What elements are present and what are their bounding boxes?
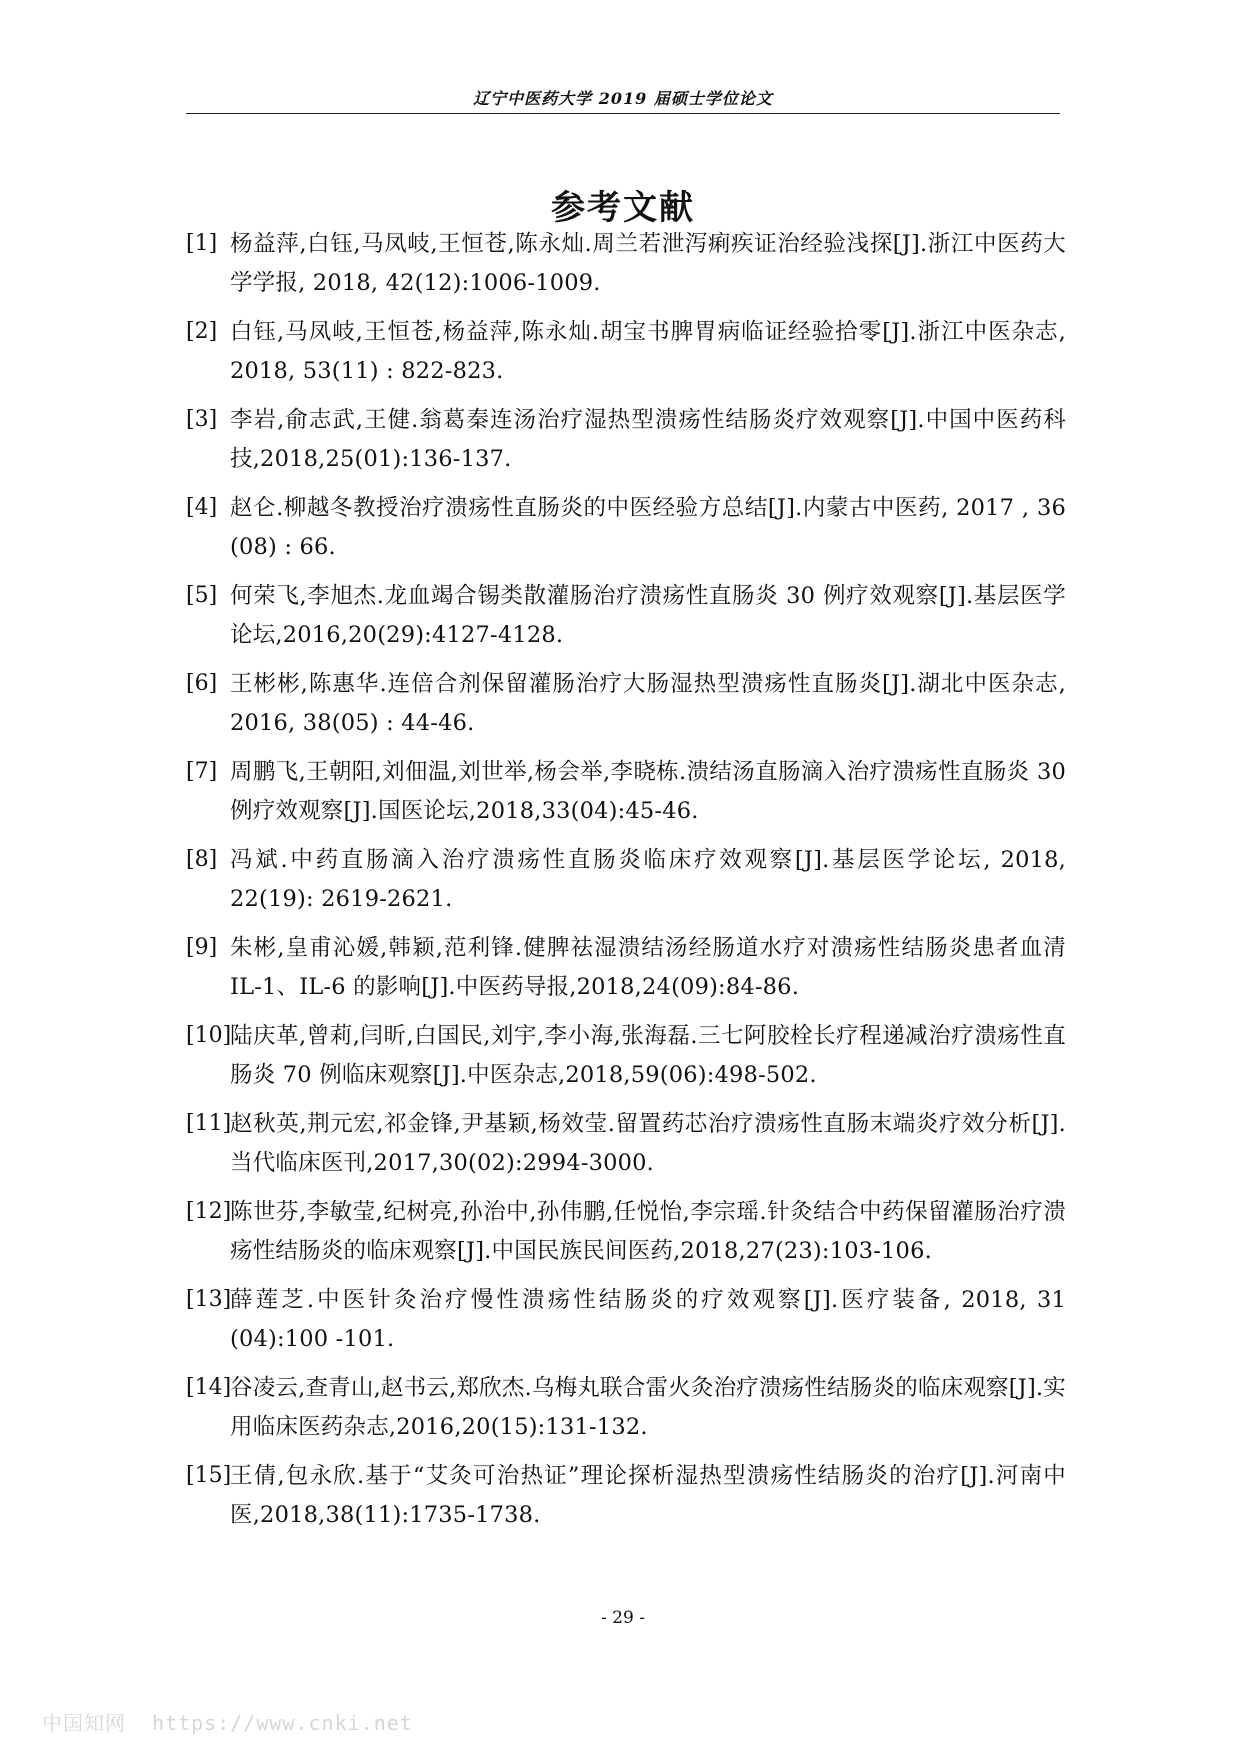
reference-item	[186, 1281, 1066, 1358]
reference-item	[186, 753, 1066, 830]
reference-item	[186, 401, 1066, 478]
reference-item	[186, 225, 1066, 302]
reference-number: [6]	[186, 671, 218, 696]
reference-item	[186, 929, 1066, 1006]
reference-number: [4]	[186, 495, 218, 520]
reference-item	[186, 489, 1066, 566]
reference-number: [11]	[186, 1111, 232, 1136]
reference-text: 周鹏飞,王朝阳,刘佃温,刘世举,杨会举,李晓栋.溃结汤直肠滴入治疗溃疡性直肠炎 30 例疗效观察[J].国医论坛,2018,33(04):45-46.	[230, 759, 1066, 824]
reference-text: 谷凌云,查青山,赵书云,郑欣杰.乌梅丸联合雷火灸治疗溃疡性结肠炎的临床观察[J].实用临床医药杂志,2016,20(15):131-132.	[230, 1375, 1066, 1440]
reference-text: 赵仑.柳越冬教授治疗溃疡性直肠炎的中医经验方总结[J].内蒙古中医药, 2017 , 36 (08) : 66.	[230, 495, 1066, 560]
reference-text: 赵秋英,荆元宏,祁金锋,尹基颖,杨效莹.留置药芯治疗溃疡性直肠末端炎疗效分析[J].当代临床医刊,2017,30(02):2994-3000.	[230, 1111, 1066, 1176]
page-title: 参考文献	[551, 187, 695, 228]
reference-text: 王倩,包永欣.基于“艾灸可治热证”理论探析湿热型溃疡性结肠炎的治疗[J].河南中医,2018,38(11):1735-1738.	[230, 1463, 1066, 1528]
reference-item	[186, 1457, 1066, 1534]
reference-number: [3]	[186, 407, 218, 432]
watermark-brand: 中国知网	[42, 1711, 126, 1735]
reference-number: [12]	[186, 1199, 232, 1224]
reference-text: 白钰,马凤岐,王恒苍,杨益萍,陈永灿.胡宝书脾胃病临证经验拾零[J].浙江中医杂志, 2018, 53(11) : 822-823.	[230, 319, 1066, 384]
reference-text: 朱彬,皇甫沁媛,韩颖,范利锋.健脾祛湿溃结汤经肠道水疗对溃疡性结肠炎患者血清 IL-1、IL-6 的影响[J].中医药导报,2018,24(09):84-86.	[230, 935, 1066, 1000]
reference-number: [1]	[186, 231, 218, 256]
reference-item	[186, 1193, 1066, 1270]
reference-number: [5]	[186, 583, 218, 608]
reference-text: 陈世芬,李敏莹,纪树亮,孙治中,孙伟鹏,任悦怡,李宗瑶.针灸结合中药保留灌肠治疗溃疡性结肠炎的临床观察[J].中国民族民间医药,2018,27(23):103-106.	[230, 1199, 1066, 1264]
reference-number: [10]	[186, 1023, 232, 1048]
reference-text: 陆庆革,曾莉,闫昕,白国民,刘宇,李小海,张海磊.三七阿胶栓长疗程递减治疗溃疡性直肠炎 70 例临床观察[J].中医杂志,2018,59(06):498-502.	[230, 1023, 1066, 1088]
reference-text: 王彬彬,陈惠华.连倍合剂保留灌肠治疗大肠湿热型溃疡性直肠炎[J].湖北中医杂志, 2016, 38(05) : 44-46.	[230, 671, 1066, 736]
reference-item	[186, 841, 1066, 918]
reference-item	[186, 313, 1066, 390]
reference-text: 薛莲芝.中医针灸治疗慢性溃疡性结肠炎的疗效观察[J].医疗装备, 2018, 31 (04):100 -101.	[230, 1287, 1066, 1352]
reference-number: [15]	[186, 1463, 232, 1488]
reference-item	[186, 1369, 1066, 1446]
reference-item	[186, 1017, 1066, 1094]
reference-number: [9]	[186, 935, 218, 960]
watermark	[42, 1708, 413, 1738]
reference-number: [7]	[186, 759, 218, 784]
reference-text: 杨益萍,白钰,马凤岐,王恒苍,陈永灿.周兰若泄泻痢疾证治经验浅探[J].浙江中医药大学学报, 2018, 42(12):1006-1009.	[230, 231, 1066, 296]
reference-number: [13]	[186, 1287, 232, 1312]
watermark-url: https://www.cnki.net	[152, 1711, 413, 1735]
reference-text: 李岩,俞志武,王健.翁葛秦连汤治疗湿热型溃疡性结肠炎疗效观察[J].中国中医药科技,2018,25(01):136-137.	[230, 407, 1066, 472]
reference-number: [8]	[186, 847, 218, 872]
reference-number: [2]	[186, 319, 218, 344]
reference-number: [14]	[186, 1375, 232, 1400]
reference-text: 何荣飞,李旭杰.龙血竭合锡类散灌肠治疗溃疡性直肠炎 30 例疗效观察[J].基层医学论坛,2016,20(29):4127-4128.	[230, 583, 1066, 648]
header-divider	[186, 113, 1060, 114]
reference-item	[186, 577, 1066, 654]
reference-text: 冯斌.中药直肠滴入治疗溃疡性直肠炎临床疗效观察[J].基层医学论坛, 2018, 22(19): 2619-2621.	[230, 847, 1066, 912]
reference-item	[186, 665, 1066, 742]
reference-list	[186, 225, 1066, 1545]
reference-item	[186, 1105, 1066, 1182]
running-header: 辽宁中医药大学 2019 届硕士学位论文	[473, 89, 773, 108]
page-number: - 29 -	[601, 1608, 645, 1628]
